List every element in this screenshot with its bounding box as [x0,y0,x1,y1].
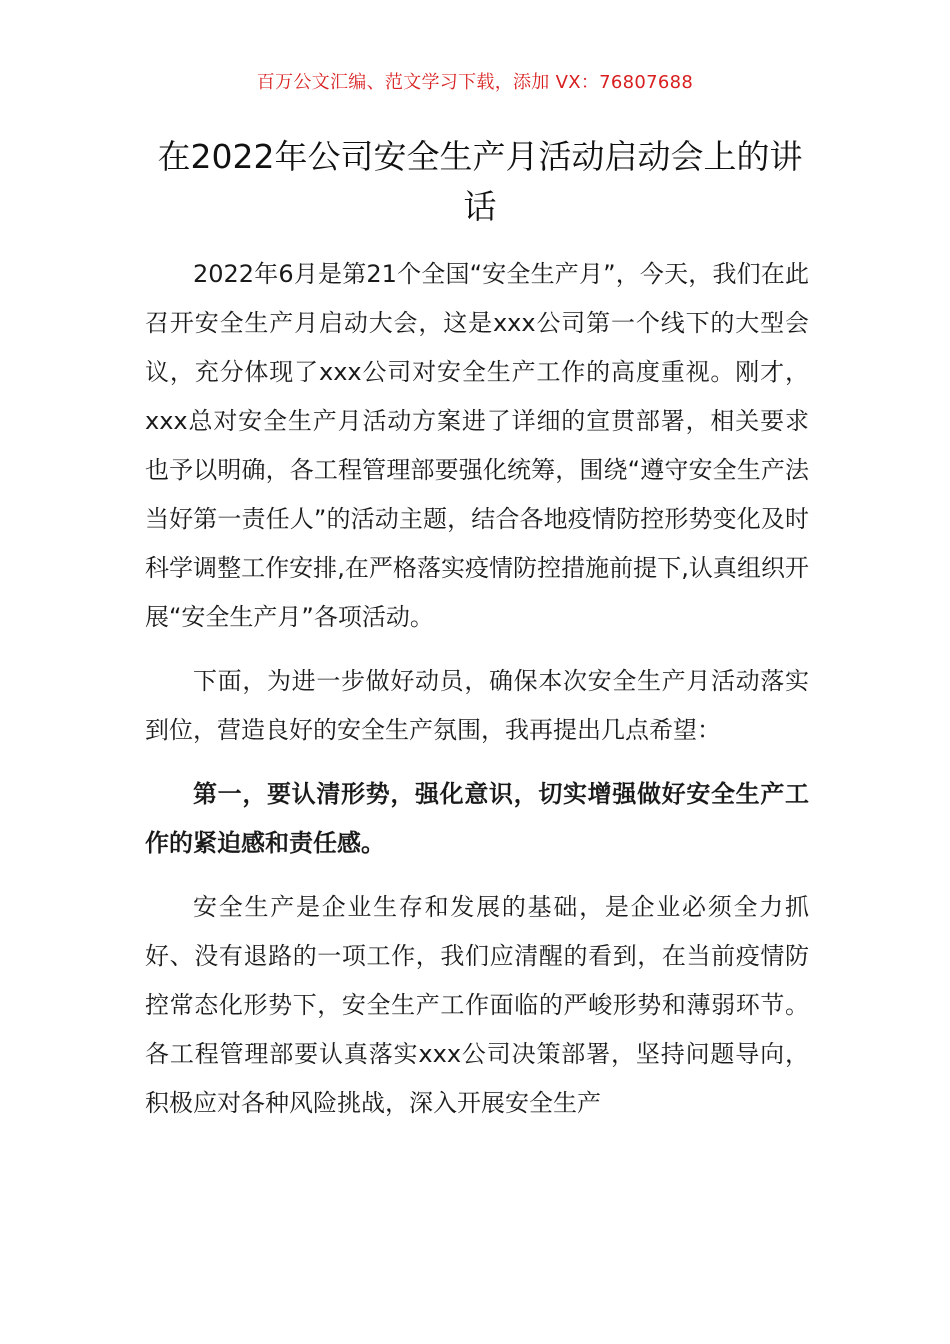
paragraph-intro: 2022年6月是第21个全国“安全生产月”，今天，我们在此召开安全生产月启动大会，这是xxx公司第一个线下的大型会议，充分体现了xxx公司对安全生产工作的高度重视。刚才，xxx总对安全生产月活动方案进了详细的宣贯部署，相关要求也予以明确，各工程管理部要强化统筹，围绕“遵守安全生产法 当好第一责任人”的活动主题，结合各地疫情防控形势变化及时科学调整工作安排,在严格落实疫情防控措施前提下,认真组织开展“安全生产月”各项活动。 [145,260,809,631]
paragraph-safety-basis: 安全生产是企业生存和发展的基础，是企业必须全力抓好、没有退路的一项工作，我们应清醒的看到，在当前疫情防控常态化形势下，安全生产工作面临的严峻形势和薄弱环节。各工程管理部要认真落实xxx公司决策部署，坚持问题导向，积极应对各种风险挑战，深入开展安全生产 [145,893,809,1117]
section-heading-first: 第一，要认清形势，强化意识，切实增强做好安全生产工作的紧迫感和责任感。 [145,780,809,857]
document-body [145,250,809,1143]
paragraph-transition: 下面，为进一步做好动员，确保本次安全生产月活动落实到位，营造良好的安全生产氛围，我再提出几点希望： [145,667,809,744]
page-title: 在2022年公司安全生产月活动启动会上的讲话 [157,137,803,226]
header-promo-note: 百万公文汇编、范文学习下载，添加 VX：76807688 [256,72,694,93]
